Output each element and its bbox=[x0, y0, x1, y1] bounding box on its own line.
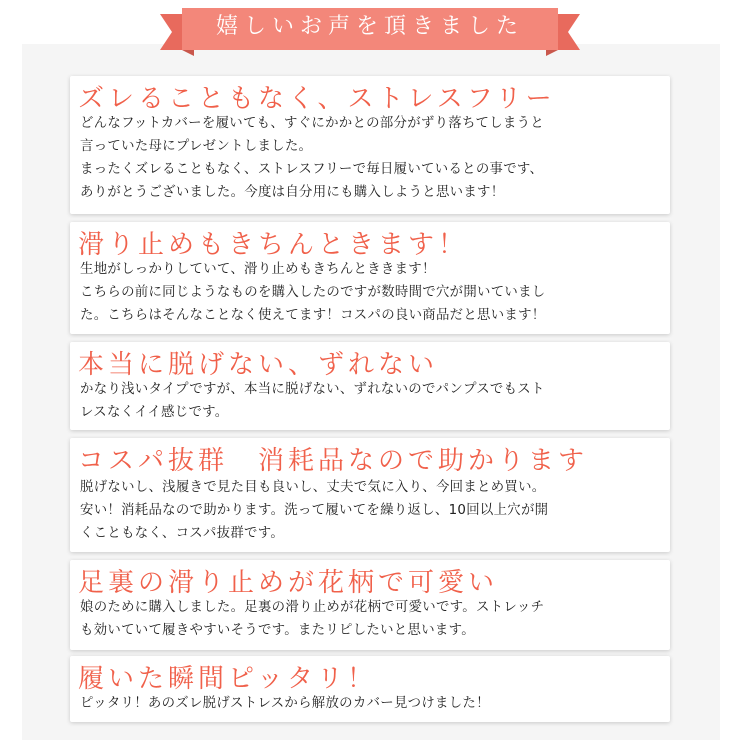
review-heading: ズレることもなく、ストレスフリー bbox=[78, 84, 556, 114]
review-line: こちらの前に同じようなものを購入したのですが数時間で穴が開いていまし bbox=[80, 285, 546, 300]
review-line: くこともなく、コスパ抜群です。 bbox=[80, 526, 285, 541]
review-card bbox=[70, 438, 670, 552]
review-line: 娘のために購入しました。足裏の滑り止めが花柄で可愛いです。ストレッチ bbox=[80, 600, 545, 615]
review-card bbox=[70, 560, 670, 650]
review-line: 安い！消耗品なので助かります。洗って履いてを繰り返し、10回以上穴が開 bbox=[80, 503, 549, 518]
review-line: ありがとうございました。今度は自分用にも購入しようと思います！ bbox=[80, 185, 505, 200]
title-ribbon bbox=[160, 4, 580, 56]
review-heading: 本当に脱げない、ずれない bbox=[78, 350, 439, 380]
review-line: レスなくイイ感じです。 bbox=[80, 405, 229, 420]
review-body bbox=[80, 112, 666, 204]
review-line: 脱げないし、浅履きで見た目も良いし、丈夫で気に入り、今回まとめ買い。 bbox=[80, 480, 546, 495]
review-line: まったくズレることもなく、ストレスフリーで毎日履いているとの事です、 bbox=[80, 162, 544, 177]
review-heading: 履いた瞬間ピッタリ！ bbox=[78, 664, 377, 694]
review-card bbox=[70, 76, 670, 214]
banner-title: 嬉しいお声を頂きました bbox=[215, 14, 524, 39]
review-body bbox=[80, 258, 666, 327]
review-body bbox=[80, 378, 666, 424]
review-line: かなり浅いタイプですが、本当に脱げない、ずれないのでパンプスでもスト bbox=[80, 382, 545, 397]
review-line: ピッタリ！あのズレ脱げストレスから解放のカバー見つけました！ bbox=[80, 696, 490, 711]
review-body bbox=[80, 476, 666, 545]
review-card bbox=[70, 222, 670, 334]
review-heading: 足裏の滑り止めが花柄で可愛い bbox=[78, 568, 499, 598]
review-heading: コスパ抜群 消耗品なので助かります bbox=[78, 446, 589, 476]
review-body bbox=[80, 596, 666, 642]
review-heading: 滑り止めもきちんときます！ bbox=[78, 230, 469, 260]
review-line: 言っていた母にプレゼントしました。 bbox=[80, 139, 313, 154]
review-line: た。こちらはそんなことなく使えてます！コスパの良い商品だと思います！ bbox=[80, 308, 546, 323]
review-card bbox=[70, 342, 670, 430]
review-card bbox=[70, 656, 670, 722]
review-line: 生地がしっかりしていて、滑り止めもきちんとききます！ bbox=[80, 262, 436, 277]
review-body bbox=[80, 692, 666, 715]
review-line: どんなフットカバーを履いても、すぐにかかとの部分がずり落ちてしまうと bbox=[80, 116, 545, 131]
review-line: も効いていて履きやすいそうです。またリピしたいと思います。 bbox=[80, 623, 475, 638]
